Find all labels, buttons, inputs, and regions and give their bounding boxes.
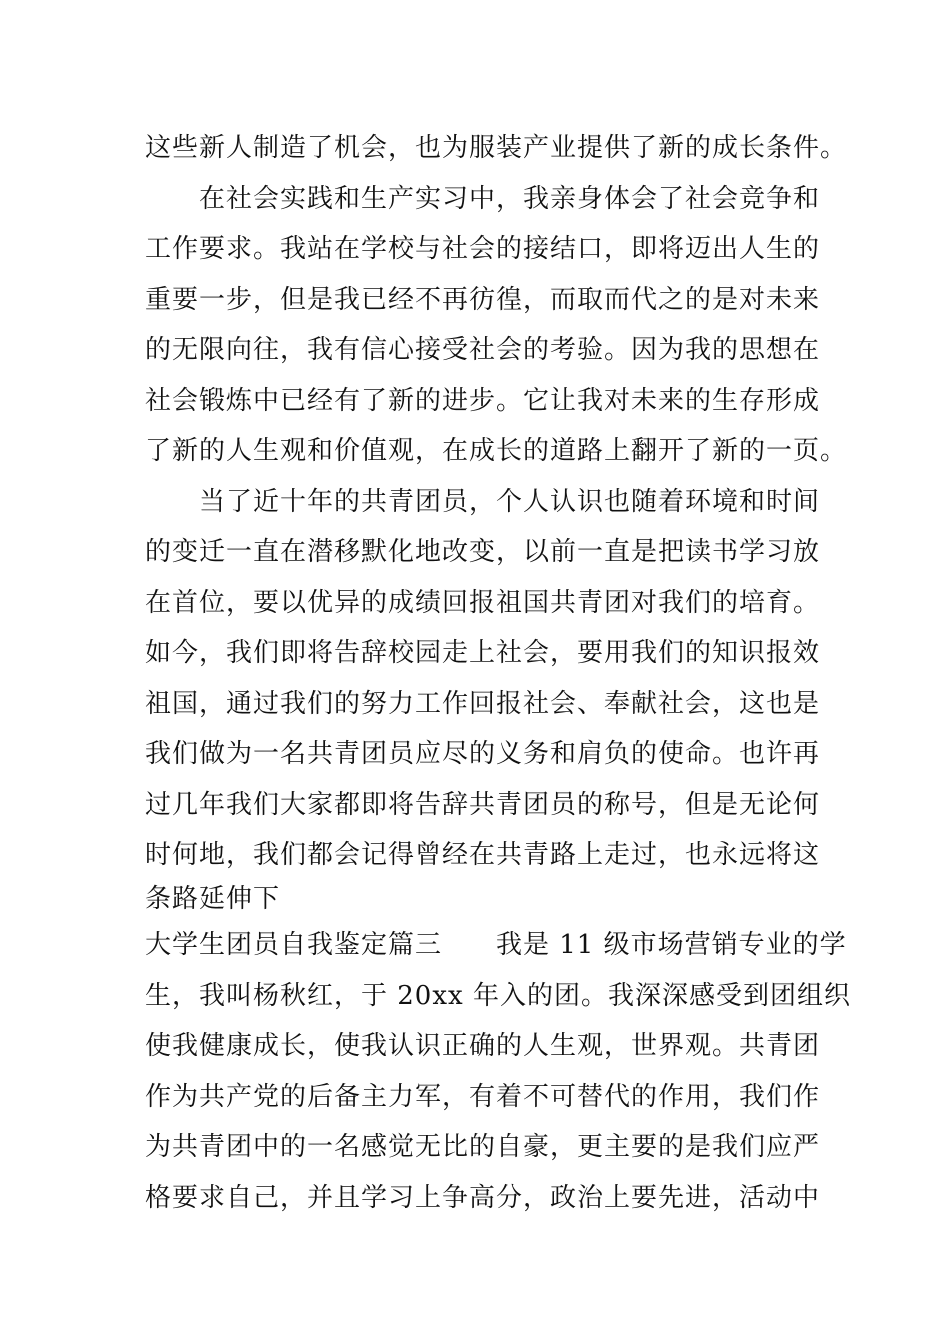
text-line: 过几年我们大家都即将告辞共青团员的称号，但是无论何 bbox=[145, 790, 821, 820]
text-line: 工作要求。我站在学校与社会的接结口，即将迈出人生的 bbox=[145, 234, 821, 264]
text-line: 为共青团中的一名感觉无比的自豪，更主要的是我们应严 bbox=[145, 1132, 821, 1162]
text-line: 作为共产党的后备主力军，有着不可替代的作用，我们作 bbox=[145, 1082, 821, 1112]
text-line: 格要求自己，并且学习上争高分，政治上要先进，活动中 bbox=[145, 1183, 821, 1213]
text-line: 我们做为一名共青团员应尽的义务和肩负的使命。也许再 bbox=[145, 739, 821, 769]
text-line: 生，我叫杨秋红，于 20xx 年入的团。我深深感受到团组织 bbox=[145, 981, 851, 1011]
text-line: 祖国，通过我们的努力工作回报社会、奉献社会，这也是 bbox=[145, 689, 821, 719]
text-line: 时何地，我们都会记得曾经在共青路上走过，也永远将这 bbox=[145, 840, 821, 870]
text-line: 了新的人生观和价值观，在成长的道路上翻开了新的一页。 bbox=[145, 436, 848, 466]
text-line: 在首位，要以优异的成绩回报祖国共青团对我们的培育。 bbox=[145, 588, 821, 618]
text-line: 的变迁一直在潜移默化地改变，以前一直是把读书学习放 bbox=[145, 537, 821, 567]
text-line: 使我健康成长，使我认识正确的人生观，世界观。共青团 bbox=[145, 1031, 821, 1061]
text-line: 当了近十年的共青团员，个人认识也随着环境和时间 bbox=[145, 487, 821, 517]
text-line: 条路延伸下 bbox=[145, 884, 281, 914]
text-line: 这些新人制造了机会，也为服装产业提供了新的成长条件。 bbox=[145, 133, 848, 163]
text-line: 大学生团员自我鉴定篇三 我是 11 级市场营销专业的学 bbox=[145, 930, 847, 960]
text-line: 如今，我们即将告辞校园走上社会，要用我们的知识报效 bbox=[145, 638, 821, 668]
text-line: 的无限向往，我有信心接受社会的考验。因为我的思想在 bbox=[145, 335, 821, 365]
text-line: 在社会实践和生产实习中，我亲身体会了社会竞争和 bbox=[145, 184, 821, 214]
text-line: 社会锻炼中已经有了新的进步。它让我对未来的生存形成 bbox=[145, 386, 821, 416]
text-line: 重要一步，但是我已经不再彷徨，而取而代之的是对未来 bbox=[145, 285, 821, 315]
